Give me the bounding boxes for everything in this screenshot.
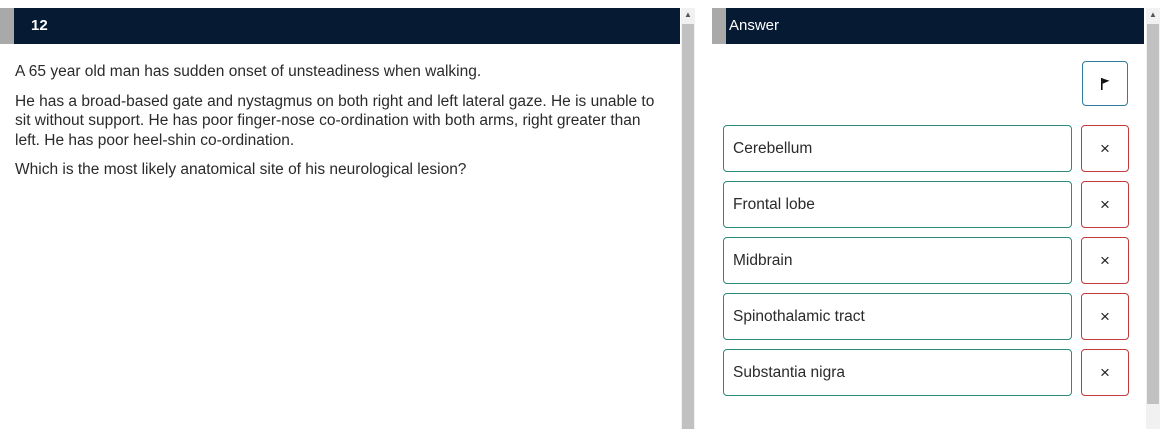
flag-icon [1100,78,1110,90]
header-accent [0,8,14,44]
answer-option-spinothalamic-tract[interactable]: Spinothalamic tract [723,293,1072,340]
question-paragraph-2: He has a broad-based gate and nystagmus on both right and left lateral gaze. He is unable to sit without support. He has poor finger-nose co-ordination with both arms, right greater than left. He has poor heel-shin co-ordination. [15,92,655,149]
scroll-up-arrow-icon[interactable]: ▲ [1149,10,1157,19]
question-scrollbar[interactable] [681,8,695,429]
header-accent [712,8,726,44]
remove-option-button[interactable] [1081,293,1129,340]
scrollbar-thumb[interactable] [682,24,694,429]
question-header [0,8,680,44]
answer-option-cerebellum[interactable]: Cerebellum [723,125,1072,172]
close-icon: × [1100,250,1110,270]
question-prompt: Which is the most likely anatomical site of his neurological lesion? [15,161,467,178]
close-icon: × [1100,138,1110,158]
answer-title: Answer [729,17,780,34]
close-icon: × [1100,306,1110,326]
answer-option-frontal-lobe[interactable]: Frontal lobe [723,181,1072,228]
answer-option-midbrain[interactable]: Midbrain [723,237,1072,284]
flag-question-button[interactable] [1082,61,1128,106]
scrollbar-thumb[interactable] [1147,24,1159,404]
remove-option-button[interactable] [1081,237,1129,284]
remove-option-button[interactable] [1081,125,1129,172]
answer-scrollbar[interactable] [1146,8,1160,429]
question-stem [15,62,665,190]
remove-option-button[interactable] [1081,181,1129,228]
close-icon: × [1100,362,1110,382]
remove-option-button[interactable] [1081,349,1129,396]
answer-option-substantia-nigra[interactable]: Substantia nigra [723,349,1072,396]
answer-header [712,8,1144,44]
close-icon: × [1100,194,1110,214]
question-number: 12 [31,17,48,34]
question-paragraph-1: A 65 year old man has sudden onset of unsteadiness when walking. [15,63,482,80]
scroll-up-arrow-icon[interactable]: ▲ [684,10,692,19]
